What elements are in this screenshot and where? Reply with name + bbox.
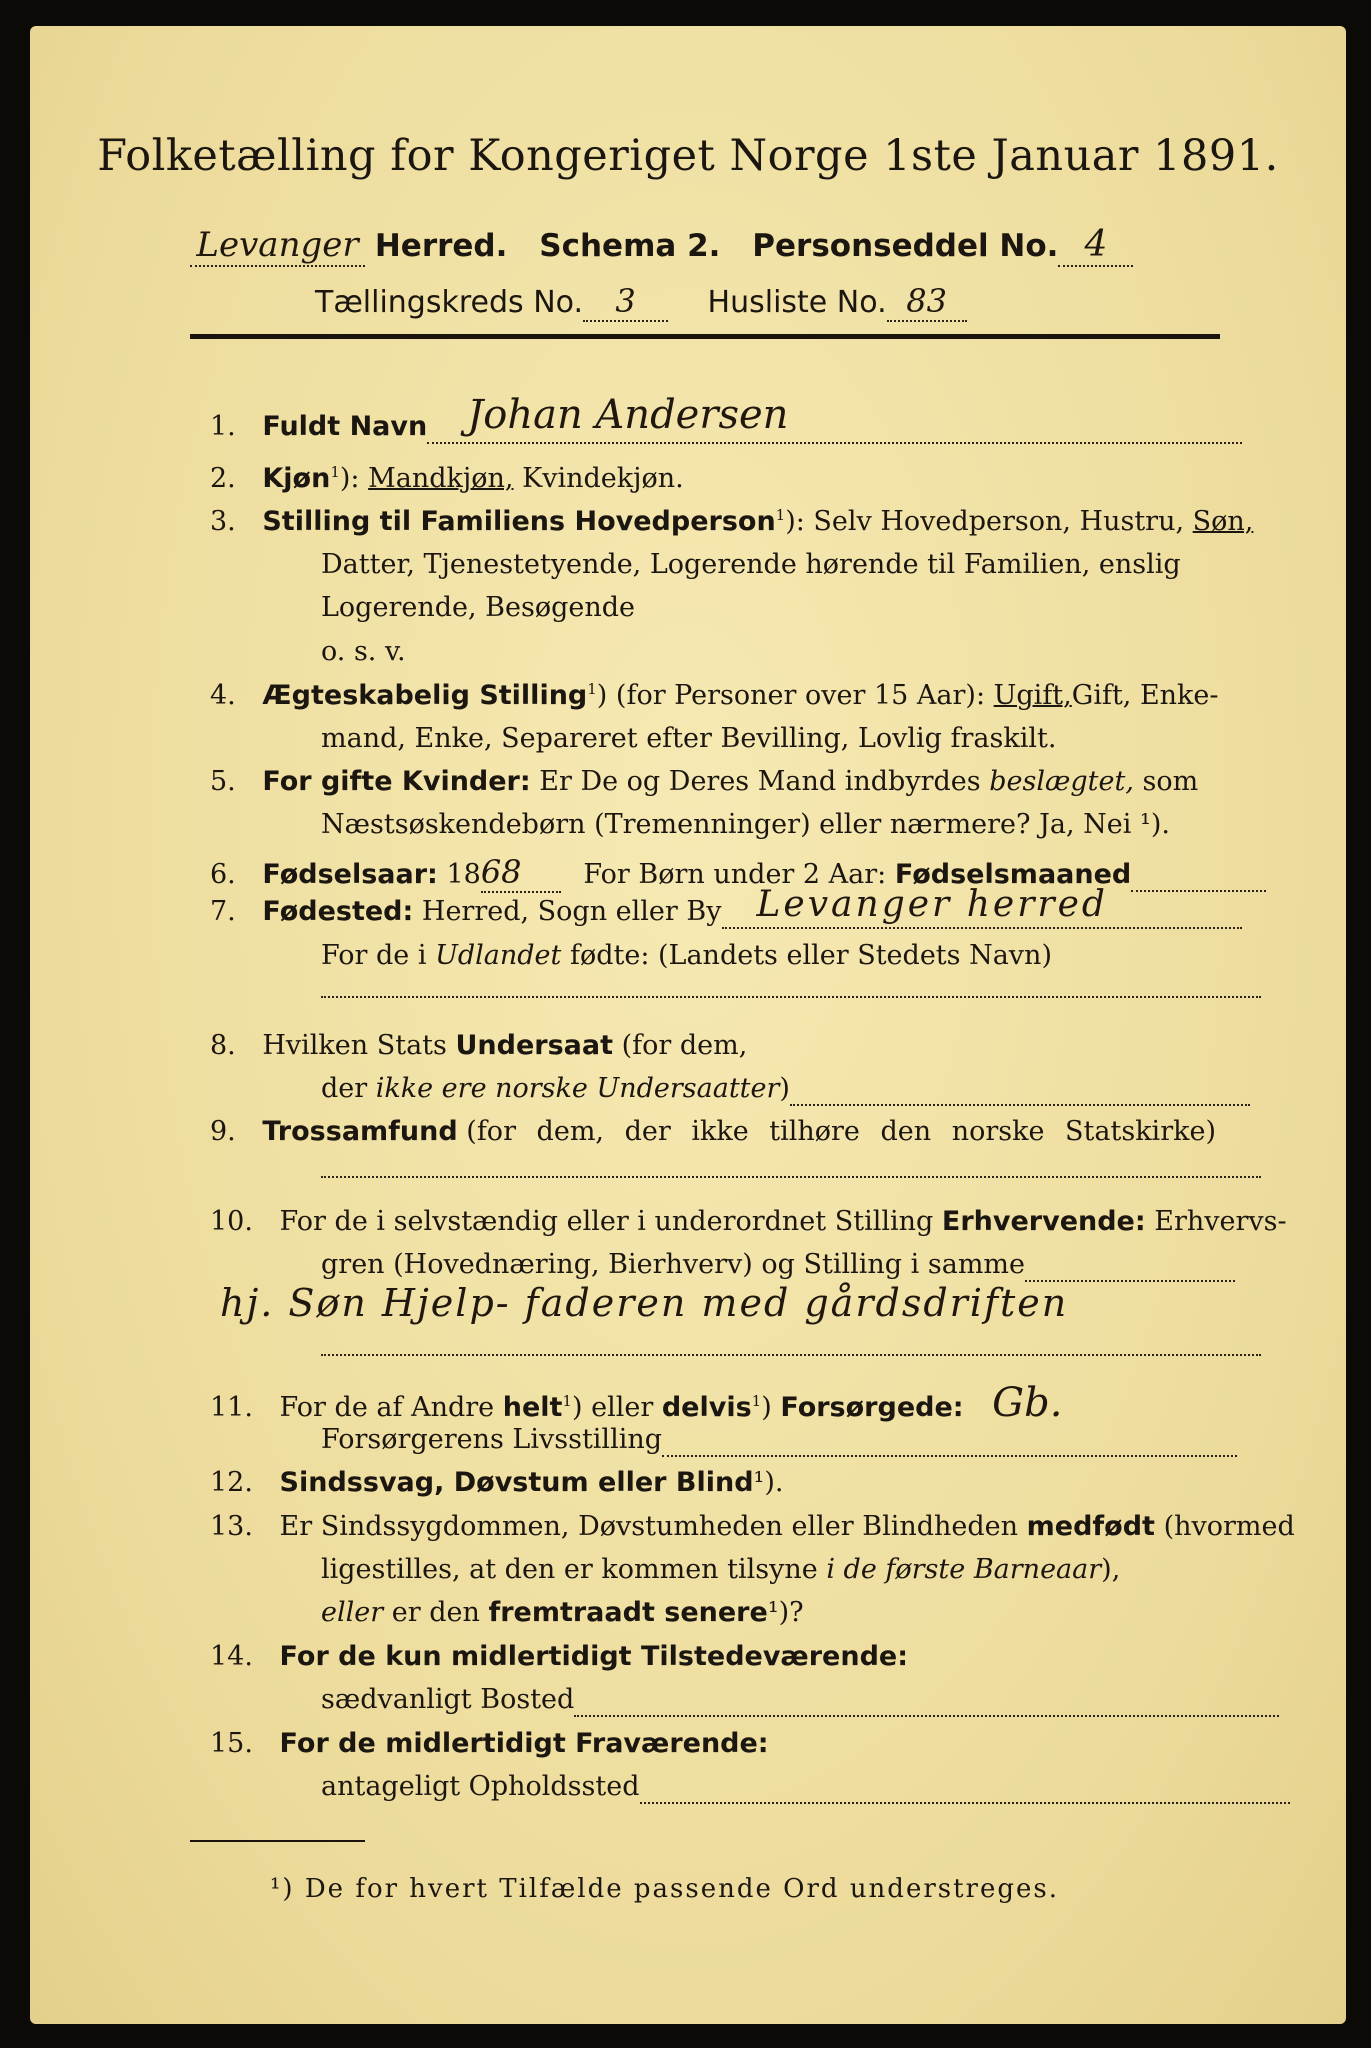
birthplace-label: Fødested: [262,896,414,927]
item-number: 3. [210,506,236,537]
married-women-text-2: Næstsøskendebørn (Tremenninger) eller nærmere? Ja, Nei ¹). [321,809,1170,840]
position-text-1: ): Selv Hovedperson, Hustru, [785,506,1185,537]
occupation-value: hj. Søn Hjelp- faderen med gårdsdriften [220,1281,1069,1325]
item-13 [210,1511,1295,1542]
item-2 [210,463,684,494]
nationality-italic: ikke ere norske Undersaatter [375,1073,780,1104]
position-text-4: o. s. v. [321,636,406,667]
birthplace-abroad-udlandet: Udlandet [435,940,562,971]
footnote-mark: 1 [587,680,597,698]
item-9 [210,1116,1216,1147]
nationality-paren: ) [779,1073,790,1104]
personseddel-value: 4 [1084,224,1108,265]
disability-suffix: ¹). [753,1467,784,1498]
item-10 [210,1206,1287,1237]
item-1 [210,392,1260,444]
item-3 [210,506,1253,537]
married-women-text-1: Er De og Deres Mand indbyrdes [539,766,981,797]
item-number: 9. [210,1116,236,1147]
item-number: 14. [210,1641,253,1672]
occupation-line [321,1354,1261,1356]
nationality-text-c: der [321,1073,368,1104]
census-form [30,26,1346,2024]
supported-label: Forsørgede: [780,1392,964,1423]
birth-month-label: Fødselsmaaned [894,859,1132,890]
congenital-text-a: Er Sindssygdommen, Døvstumheden eller Blindheden [279,1511,1019,1542]
probable-residence-label: antageligt Opholdssted [321,1771,640,1802]
item-number: 7. [210,896,236,927]
item-7 [210,884,1242,929]
birth-year-prefix: 18 [446,859,481,890]
supported-delvis: delvis [661,1392,752,1423]
position-label: Stilling til Familiens Hovedperson [262,506,776,537]
temp-absent-label: For de midlertidigt Fraværende: [279,1728,769,1759]
occupation-text-b: Erhvervs- [1154,1206,1287,1237]
full-name-label: Fuldt Navn [262,411,428,442]
husliste-value: 83 [906,282,947,320]
marital-text-2: mand, Enke, Separeret efter Bevilling, Lovlig fraskilt. [321,723,1057,754]
husliste-label: Husliste No. [707,285,887,320]
congenital-text-f: ¹)? [767,1597,804,1628]
birthplace-value: Levanger herred [756,884,1108,925]
gender-option-female: Kvindekjøn. [522,463,684,494]
congenital-line-2 [321,1554,1120,1585]
header-line-herred [190,224,1285,267]
item-number: 12. [210,1467,253,1498]
married-women-label: For gifte Kvinder: [262,766,531,797]
marital-text-1: ) (for Personer over 15 Aar): [596,680,986,711]
religion-text: (for dem, der ikke tilhøre den norske Statskirke) [466,1116,1216,1147]
herred-value: Levanger [196,225,359,265]
congenital-text-d: ), [1101,1554,1121,1585]
item-number: 15. [210,1728,253,1759]
temp-present-line-2 [321,1684,1279,1717]
item-number: 5. [210,766,236,797]
header-line-kreds [315,282,967,322]
birth-year-label: Fødselsaar: [262,859,438,890]
congenital-line-3 [321,1597,804,1628]
herred-label: Herred. [374,228,508,264]
position-option-son: Søn, [1192,506,1254,537]
temp-absent-line-2 [321,1771,1290,1804]
kreds-label: Tællingskreds No. [315,285,583,320]
item-number: 8. [210,1030,236,1061]
religion-line [321,1176,1261,1178]
supported-text-c: ) [761,1392,772,1423]
item-5 [210,766,1198,797]
usual-residence-label: sædvanligt Bosted [321,1684,575,1715]
marital-option-ugift: Ugift, [993,680,1072,711]
gender-option-male: Mandkjøn, [368,463,514,494]
birthplace-abroad [321,940,1052,971]
item-8 [210,1030,747,1061]
nationality-text-b: (for dem, [621,1030,748,1061]
occupation-text-c: gren (Hovednæring, Bierhverv) og Stilling i samme [321,1249,1026,1280]
nationality-label: Undersaat [455,1030,614,1061]
form-title: Folketælling for Kongeriget Norge 1ste Januar 1891. [97,131,1279,181]
birthplace-text: Herred, Sogn eller By [421,896,722,927]
item-12 [210,1467,783,1498]
congenital-fremtraadt: fremtraadt senere [488,1597,768,1628]
supported-helt: helt [502,1392,563,1423]
birthplace-abroad-text-b: fødte: (Landets eller Stedets Navn) [569,940,1052,971]
marital-label: Ægteskabelig Stilling [262,680,588,711]
nationality-text-a: Hvilken Stats [262,1030,447,1061]
congenital-medfodt: medfødt [1026,1511,1155,1542]
supported-value: Gb. [992,1380,1063,1426]
supported-text-b: ) eller [571,1392,654,1423]
item-number: 13. [210,1511,253,1542]
item-number: 1. [210,411,236,442]
married-women-beslaegtet: beslægtet, [989,766,1134,797]
item-15 [210,1728,769,1759]
nationality-line-2 [321,1073,1250,1106]
full-name-value: Johan Andersen [467,392,789,438]
personseddel-label: Personseddel No. [752,228,1059,264]
occupation-text-a: For de i selvstændig eller i underordnet Stilling [279,1206,934,1237]
footnote-rule [190,1840,365,1842]
position-text-3: Logerende, Besøgende [321,592,635,623]
header-rule [190,334,1220,339]
item-number: 4. [210,680,236,711]
item-14 [210,1641,908,1672]
birthplace-abroad-text-a: For de i [321,940,427,971]
gender-label: Kjøn [262,463,331,494]
occupation-label: Erhvervende: [941,1206,1146,1237]
congenital-text-e: er den [391,1597,480,1628]
disability-label: Sindssvag, Døvstum eller Blind [279,1467,754,1498]
kreds-value: 3 [615,282,636,320]
birth-month-text: For Børn under 2 Aar: [583,859,887,890]
item-number: 10. [210,1206,253,1237]
item-number: 2. [210,463,236,494]
birthplace-abroad-line [321,996,1261,998]
congenital-text-b: (hvormed [1163,1511,1295,1542]
item-number: 11. [210,1392,253,1423]
footnote: ¹) De for hvert Tilfælde passende Ord understreges. [270,1874,1060,1904]
birth-year-value: 68 [480,853,522,891]
item-number: 6. [210,859,236,890]
occupation-line-2 [321,1249,1235,1282]
congenital-eller: eller [321,1597,384,1628]
footnote-mark: 1 [775,506,786,524]
gender-colon: ): [339,463,360,494]
temp-present-label: For de kun midlertidigt Tilstedeværende: [279,1641,909,1672]
supported-line-2 [321,1424,1237,1457]
item-11: 11. For de af Andre helt$^1$) eller delvis$^1$) Forsørgede: Gb. [210,1380,1063,1426]
schema-label: Schema 2. [539,228,721,264]
marital-text-1b: Gift, Enke- [1071,680,1219,711]
married-women-text-1b: som [1142,766,1199,797]
footnote-mark: 1 [330,463,340,481]
position-text-2: Datter, Tjenestetyende, Logerende hørende til Familien, enslig [321,549,1181,580]
supported-text-a: For de af Andre [279,1392,495,1423]
item-4 [210,680,1219,711]
congenital-text-c: ligestilles, at den er kommen tilsyne [321,1554,818,1585]
supporter-occupation-label: Forsørgerens Livsstilling [321,1424,663,1455]
congenital-italic: i de første Barneaar [826,1554,1102,1585]
religion-label: Trossamfund [262,1116,458,1147]
